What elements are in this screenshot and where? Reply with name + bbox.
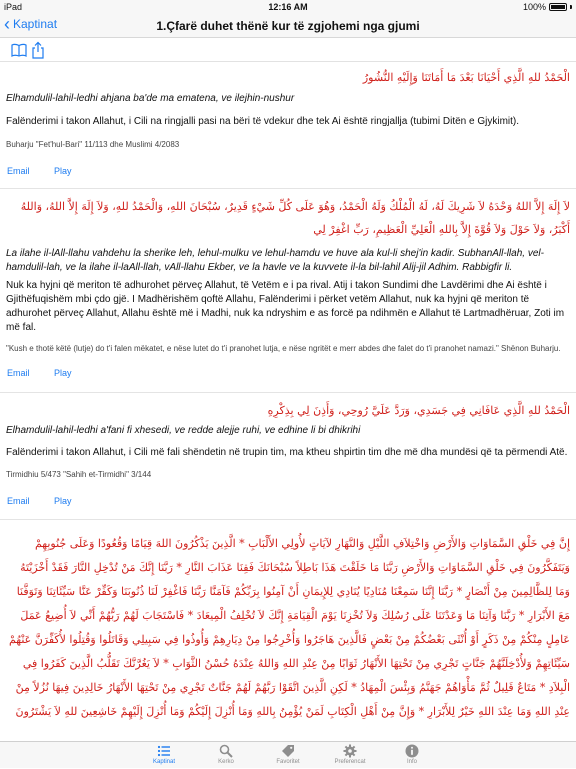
tab-label: Favoritet [276,759,300,765]
source-reference: "Kush e thotë këtë (lutje) do t'i falen mëkatet, e nëse lutet do t'i pranohet lutja, e nëse ngritët e merr abdes dhe falet do t'i pranohet namazi." Shënon Buharju. [6,344,561,353]
email-button[interactable]: Email [7,496,30,506]
arabic-text: الْحَمْدُ للهِ الَّذِي عَافَانِي فِي جَسَدِي، وَرَدَّ عَلَيَّ رُوحِي، وَأَذِنَ لِي بِذِكْرِهِ [267,404,570,417]
transliteration-text: Elhamdulil-lahil-ledhi a'fani fi xhesedi, ve redde alejje ruhi, ve edhine li bi dhikrihi [6,425,361,436]
dua-entry [0,189,576,393]
battery-tip-icon [570,5,572,9]
tab-info[interactable] [382,742,442,769]
email-button[interactable]: Email [7,368,30,378]
source-reference: Buharju "Fet'hul-Bari" 11/113 dhe Muslimi 4/2083 [6,140,180,149]
dua-entry [0,520,576,724]
tab-label: Kerko [218,759,234,765]
chevron-left-icon: ‹ [4,14,10,34]
dua-entry [0,62,576,189]
status-bar [0,0,576,14]
tab-label: Kaptinat [152,759,176,765]
battery-icon [549,3,567,11]
clock: 12:16 AM [268,2,308,12]
source-reference: Tirmidhiu 5/473 "Sahih et-Tirmidhi" 3/144 [6,470,152,479]
translation-text: Falënderimi i takon Allahut, i Cili na ringjalli pasi na bëri të vdekur dhe tek Ai është ringjallja (tubimi Ditën e Gjykimit). [6,116,520,127]
battery-indicator [523,2,572,12]
entry-actions [0,496,576,512]
translation-text: Nuk ka hyjni që meriton të adhurohet përveç Allahut, të Vetëm e i pa rival. Atij i takon Sundimi dhe Lavdërimi dhe Ai është i Gjithëfuqishëm mbi çdo gjë. I Madhërishëm qoftë Allahu, Falënderimi i përket vetëm Allahut, nuk ka hyjni që meriton të adhurohet përveç Allahut, Allahu është më i Madhi, nuk ka ndryshim e as forcë pa ndihmën e Allahut të Lartmadhëruar, Zoti im më fal. [6,280,565,333]
tab-kaptinat[interactable] [134,742,194,769]
navigation-bar [0,14,576,38]
dua-entry [0,393,576,520]
entry-actions [0,166,576,182]
email-button[interactable]: Email [7,166,30,176]
toolbar [0,38,576,62]
tag-icon [281,744,295,758]
play-button[interactable]: Play [54,496,72,506]
list-icon [157,744,171,758]
transliteration-text: Elhamdulil-lahil-ledhi ahjana ba'de ma ematena, ve ilejhin-nushur [6,93,295,104]
translation-text: Falënderimi i takon Allahut, i Cili më fali shëndetin në trupin tim, ma ktheu shpirtin tim dhe më dha mundësi që ta përmendi Atë. [6,447,568,458]
play-button[interactable]: Play [54,166,72,176]
battery-percent: 100% [522,2,546,12]
info-icon [405,744,419,758]
tab-favoritet[interactable] [258,742,318,769]
share-icon[interactable] [29,41,47,59]
tab-preferencat[interactable] [320,742,380,769]
carrier-label: iPad [4,2,23,12]
tab-label: Preferencat [334,759,366,765]
arabic-text: لاَ إِلَهَ إِلاَّ اللهُ وَحْدَهُ لاَ شَرِيكَ لَهُ، لَهُ الْمُلْكُ وَلَهُ الْحَمْدُ، وَهُوَ عَلَى كُلِّ شَيْءٍ قَدِيرٌ، سُبْحَانَ اللهِ، وَالْحَمْدُ للهِ، وَلاَ إِلَهَ إِلاَّ اللهُ، وَاللهُ أَكْبَرُ، وَلاَ حَوْلَ وَلاَ قُوَّةَ إِلاَّ بِاللهِ الْعَلِيِّ الْعَظِيمِ، رَبِّ اغْفِرْ لِي [20,200,570,236]
tab-label: Info [406,759,417,765]
play-button[interactable]: Play [54,368,72,378]
dua-list[interactable] [0,62,576,741]
entry-actions [0,368,576,384]
arabic-text: الْحَمْدُ للهِ الَّذِي أَحْيَانَا بَعْدَ مَا أَمَاتَنَا وَإِلَيْهِ النُّشُورُ [362,71,570,84]
transliteration-text: La ilahe il-lAll-llahu vahdehu la sherike leh, lehul-mulku ve lehul-hamdu ve huve ala kul-li shej'in kadir. SubhanAll-llah, vel-hamdulil-lah, ve la ilahe il-laAll-llah, vAll-llahu Ekber, ve la havle ve la kuvvete il-la bil-lahil Alij-jil Adhim. Rabbigfir li. [6,248,544,273]
gear-icon [343,744,357,758]
page-title: 1.Çfarë duhet thënë kur të zgjohemi nga gjumi [156,19,420,33]
search-icon [219,744,233,758]
tab-bar [0,741,576,768]
back-button-label: Kaptinat [13,17,58,31]
arabic-text: إِنَّ فِي خَلْقِ السَّمَاوَاتِ وَالأَرْضِ وَاخْتِلاَفِ اللَّيْلِ وَالنَّهَارِ لآيَاتٍ لأُولِي الأَلْبَابِ * الَّذِينَ يَذْكُرُونَ اللهَ قِيَامًا وَقُعُودًا وَعَلَى جُنُوبِهِمْ وَيَتَفَكَّرُونَ فِي خَلْقِ السَّمَاوَاتِ وَالأَرْضِ رَبَّنَا مَا خَلَقْتَ هَذَا بَاطِلاً سُبْحَانَكَ فَقِنَا عَذَابَ النَّارِ * رَبَّنَا إِنَّكَ مَنْ تُدْخِلِ النَّارَ فَقَدْ أَخْزَيْتَهُ وَمَا لِلظَّالِمِينَ مِنْ أَنْصَارٍ * رَبَّنَا إِنَّنَا سَمِعْنَا مُنَادِيًا يُنَادِي لِلإِيمَانِ أَنْ آمِنُوا بِرَبِّكُمْ فَآمَنَّا رَبَّنَا فَاغْفِرْ لَنَا ذُنُوبَنَا وَكَفِّرْ عَنَّا سَيِّئَاتِنَا وَتَوَفَّنَا مَعَ الأَبْرَارِ * رَبَّنَا وَآتِنَا مَا وَعَدْتَنَا عَلَى رُسُلِكَ وَلاَ تُخْزِنَا يَوْمَ الْقِيَامَةِ إِنَّكَ لاَ تُخْلِفُ الْمِيعَادَ * فَاسْتَجَابَ لَهُمْ رَبُّهُمْ أَنِّي لاَ أُضِيعُ عَمَلَ عَامِلٍ مِنْكُمْ مِنْ ذَكَرٍ أَوْ أُنْثَى بَعْضُكُمْ مِنْ بَعْضٍ فَالَّذِينَ هَاجَرُوا وَأُخْرِجُوا مِنْ دِيَارِهِمْ وَأُوذُوا فِي سَبِيلِي وَقَاتَلُوا وَقُتِلُوا لأُكَفِّرَنَّ عَنْهُمْ سَيِّئَاتِهِمْ وَلأُدْخِلَنَّهُمْ جَنَّاتٍ تَجْرِي مِنْ تَحْتِهَا الأَنْهَارُ ثَوَابًا مِنْ عِنْدِ اللهِ وَاللهُ عِنْدَهُ حُسْنُ الثَّوَابِ * لاَ يَغُرَّنَّكَ تَقَلُّبُ الَّذِينَ كَفَرُوا فِي الْبِلاَدِ * مَتَاعٌ قَلِيلٌ ثُمَّ مَأْوَاهُمْ جَهَنَّمُ وَبِئْسَ الْمِهَادُ * لَكِنِ الَّذِينَ اتَّقَوْا رَبَّهُمْ لَهُمْ جَنَّاتٌ تَجْرِي مِنْ تَحْتِهَا الأَنْهَارُ خَالِدِينَ فِيهَا نُزُلاً مِنْ عِنْدِ اللهِ وَمَا عِنْدَ اللهِ خَيْرٌ لِلأَبْرَارِ * وَإِنَّ مِنْ أَهْلِ الْكِتَابِ لَمَنْ يُؤْمِنُ بِاللهِ وَمَا أُنْزِلَ إِلَيْكُمْ وَمَا أُنْزِلَ إِلَيْهِمْ خَاشِعِينَ للهِ لاَ يَشْتَرُونَ [8,537,570,718]
tab-kerko[interactable] [196,742,256,769]
book-icon[interactable] [10,41,28,59]
